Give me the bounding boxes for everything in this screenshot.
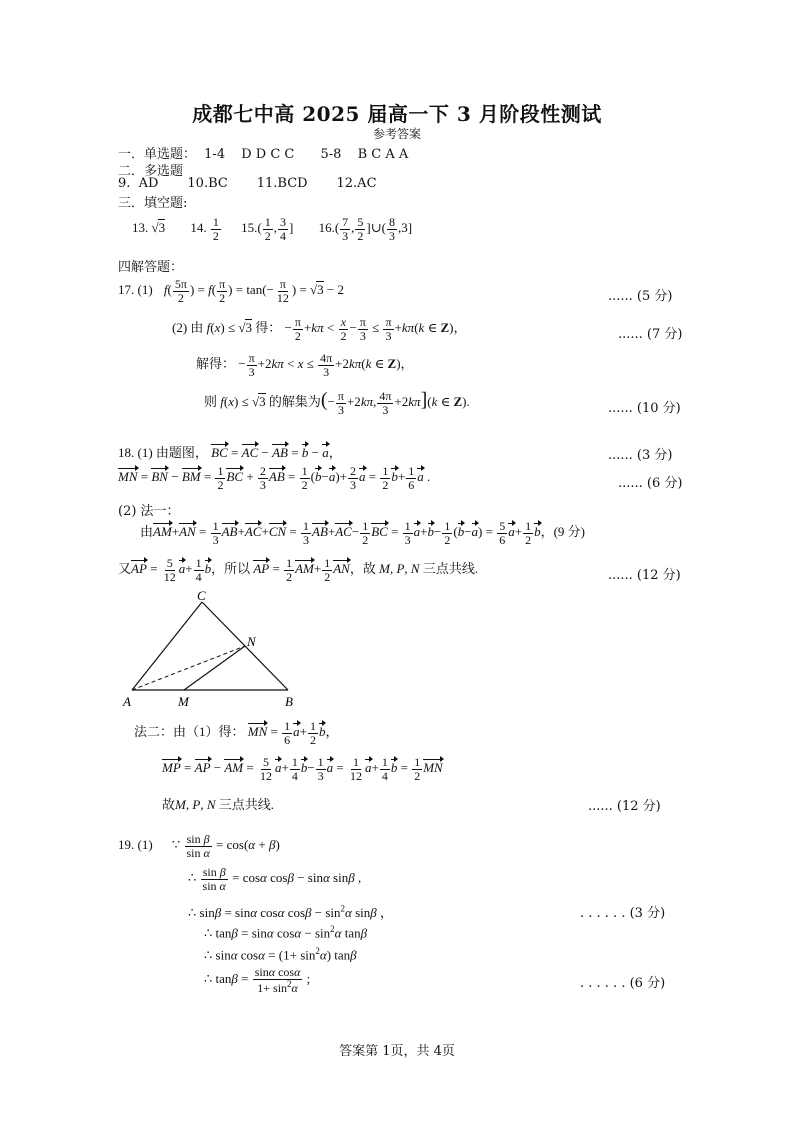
q17-solve: 解得： − $\frac{\pi}{3}$ +2kπ < x ≤ $\frac{4\pi}{3}$ +2kπ(k ∈ Z)， bbox=[196, 351, 414, 379]
score-3b: . . . . . . (3 分) bbox=[580, 906, 666, 921]
q19-line6: ∴ tanβ = $\frac{\text{sinα cosα}}{1+ \sin^2\alpha}$ ; bbox=[204, 965, 311, 995]
multi-answers: 9. AD 10.BC 11.BCD 12.AC bbox=[118, 176, 377, 191]
essay-label: 四解答题： bbox=[118, 260, 184, 275]
page-footer: 答案第 1页，共 4页 bbox=[339, 1044, 455, 1059]
fill-label: 三．填空题: bbox=[118, 196, 188, 211]
fill-answers: 13. √3 14. $\frac{1}{2}$ 15.( $\frac{1}{2}$ , $\frac{3}{4}$ ] 16.( $\frac{7}{3}$ , $\frac{5}{2}$ ]∪( $\frac{8}{3}$ ,3] bbox=[132, 215, 413, 243]
q17-part2: (2) 由 f(x) ≤ √3 得： − $\frac{\pi}{2}$ +kπ < $\frac{x}{2}$ − $\frac{\pi}{3}$ ≤ $\frac{\pi}{3}$ +kπ(k ∈ Z)， bbox=[172, 315, 467, 343]
score-10: ...... (10 分) bbox=[608, 401, 681, 416]
label-a: A bbox=[123, 694, 131, 709]
q18-method2-line1: 法二：由（1）得： MN = $\frac{1}{6}$ a+ $\frac{1}{2}$ b， bbox=[134, 719, 339, 747]
score-6b: . . . . . . (6 分) bbox=[580, 976, 666, 991]
score-6a: ...... (6 分) bbox=[618, 476, 683, 491]
page-title: 成都七中高 2025 届高一下 3 月阶段性测试 bbox=[192, 102, 602, 126]
segment-mn bbox=[184, 646, 245, 690]
score-7: ...... (7 分) bbox=[618, 327, 683, 342]
q18-part1-line2: MN = BN − BM = $\frac{1}{2}$ BC + $\frac{2}{3}$ AB = $\frac{1}{2}$ (b−a)+ $\frac{2}{3}$ a = $\frac{1}{2}$ b+ $\frac{1}{6}$ a . bbox=[118, 464, 431, 492]
label-n: N bbox=[247, 634, 256, 649]
score-3a: ...... (3 分) bbox=[608, 448, 673, 463]
q19-line5: ∴ sinα $\cos\alpha = (1+ \sin^2\alpha)$ tanβ bbox=[204, 946, 357, 963]
multi-label: 二．多选题 bbox=[118, 164, 184, 179]
q17-solution-set: 则 f(x) ≤ √3 的解集为(− $\frac{\pi}{3}$ +2kπ, $\frac{4\pi}{3}$ +2kπ](k ∈ Z). bbox=[204, 388, 470, 417]
q18-method2-line2: MP = AP − AM = $\frac{5}{12}$ a+ $\frac{1}{4}$ b− $\frac{1}{3}$ a = $\frac{1}{12}$ a+ $\frac{1}{4}$ b = $\frac{1}{2}$ MN bbox=[162, 755, 443, 783]
score-12b: ...... (12 分) bbox=[588, 799, 661, 814]
q19-line4: ∴ tanβ = sinα $\cos\alpha - \sin^2\alpha$ tanβ bbox=[204, 924, 368, 941]
q17-part1: 17. (1) f( $\frac{5\pi}{2}$ ) = f( $\frac{\pi}{2}$ ) = tan(− $\frac{\pi}{12}$ ) = √3 − 2 bbox=[118, 277, 344, 305]
label-m: M bbox=[178, 694, 189, 709]
q18-method1-line1: 由AM+AN = $\frac{1}{3}$ AB+AC+CN = $\frac{1}{3}$ AB+AC− $\frac{1}{2}$ BC = $\frac{1}{3}$ a+b− $\frac{1}{2}$ (b−a) = $\frac{5}{6}$ a+ $\frac{1}{2}$ b，(9 分) bbox=[140, 519, 585, 547]
q18-method1-line2: 又AP = $\frac{5}{12}$ a+ $\frac{1}{4}$ b，所以 AP = $\frac{1}{2}$ AM+ $\frac{1}{2}$ AN，故 M, P, N 三点共线. bbox=[118, 556, 479, 584]
mc-answers: 一．单选题： 1-4 D D C C 5-8 B C A A bbox=[118, 147, 409, 162]
q19-line1: 19. (1) ∵ $\frac{\text{sin β}}{\text{sin α}}$ = cos(α + β) bbox=[118, 832, 280, 860]
triangle-figure bbox=[118, 590, 308, 712]
score-12a: ...... (12 分) bbox=[608, 568, 681, 583]
label-b: B bbox=[285, 694, 293, 709]
q18-method2-line3: 故M, P, N 三点共线. bbox=[162, 797, 274, 812]
label-c: C bbox=[197, 590, 206, 603]
q19-line3: ∴ sinβ = sinα cosα $\cos\beta - \sin^2\alpha$ sinβ ， bbox=[188, 903, 394, 920]
q18-part2-label: (2) 法一： bbox=[118, 504, 180, 519]
q19-line2: ∴ $\frac{\text{sin β}}{\text{sin α}}$ = cosα cosβ − sinα sinβ , bbox=[188, 865, 362, 893]
score-5: ...... (5 分) bbox=[608, 289, 673, 304]
q18-part1-line1: 18. (1) 由题图， BC = AC − AB = b − a， bbox=[118, 445, 342, 460]
page-subtitle: 参考答案 bbox=[372, 127, 421, 141]
